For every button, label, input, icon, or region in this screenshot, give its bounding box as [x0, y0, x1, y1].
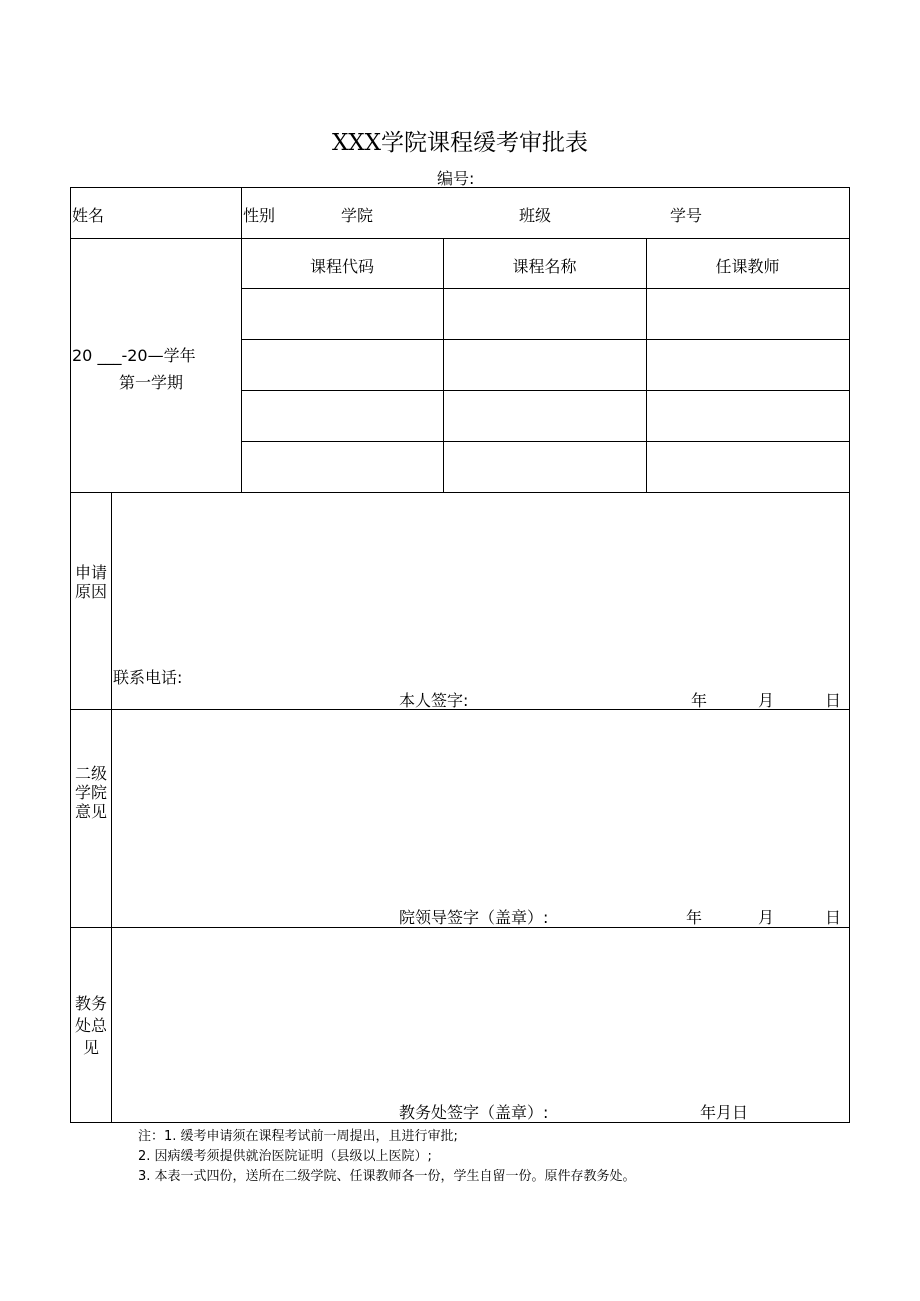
- date-day-label: 日: [825, 691, 842, 710]
- row-divider: [241, 288, 850, 289]
- contact-phone-label: 联系电话:: [113, 668, 183, 687]
- date-year-label: 年: [686, 908, 703, 927]
- date-label: 年月日: [700, 1103, 749, 1122]
- application-reason-label: 申请原因: [74, 563, 107, 601]
- name-label: 姓名: [72, 206, 105, 225]
- serial-number-label: 编号:: [437, 169, 475, 188]
- page-title: XXX学院课程缓考审批表: [331, 130, 589, 156]
- column-header-course-name: 课程名称: [512, 257, 577, 276]
- college-opinion-label: 二级学院意见: [74, 764, 107, 821]
- academic-affairs-signature-label: 教务处签字（盖章）:: [399, 1103, 549, 1122]
- date-year-label: 年: [691, 691, 708, 710]
- college-leader-signature-label: 院领导签字（盖章）:: [399, 908, 549, 927]
- academic-affairs-label: 教务处总见: [74, 994, 107, 1057]
- row-divider: [241, 390, 850, 391]
- row-divider: [241, 339, 850, 340]
- term-semester: 第一学期: [119, 373, 184, 392]
- note-line-1: 注：1. 缓考申请须在课程考试前一周提出，且进行审批;: [138, 1129, 458, 1144]
- term-years: 20 ___-20—学年: [72, 346, 196, 365]
- column-header-course-code: 课程代码: [309, 257, 374, 276]
- column-divider: [111, 492, 112, 1122]
- date-month-label: 月: [758, 908, 775, 927]
- table-border-top: [70, 187, 850, 188]
- date-month-label: 月: [758, 691, 775, 710]
- column-divider: [241, 187, 242, 492]
- date-day-label: 日: [825, 908, 842, 927]
- gender-label: 性别: [243, 206, 276, 225]
- column-header-teacher: 任课教师: [715, 257, 780, 276]
- row-divider: [70, 492, 850, 493]
- note-line-3: 3. 本表一式四份，送所在二级学院、任课教师各一份，学生自留一份。原件存教务处。: [138, 1169, 636, 1184]
- note-line-2: 2. 因病缓考须提供就治医院证明（县级以上医院）;: [138, 1149, 432, 1164]
- table-border-right: [849, 187, 850, 1122]
- college-label: 学院: [341, 206, 374, 225]
- row-divider: [70, 238, 850, 239]
- class-label: 班级: [519, 206, 552, 225]
- applicant-signature-label: 本人签字:: [399, 691, 469, 710]
- student-id-label: 学号: [670, 206, 703, 225]
- row-divider: [241, 441, 850, 442]
- table-border-left: [70, 187, 71, 1122]
